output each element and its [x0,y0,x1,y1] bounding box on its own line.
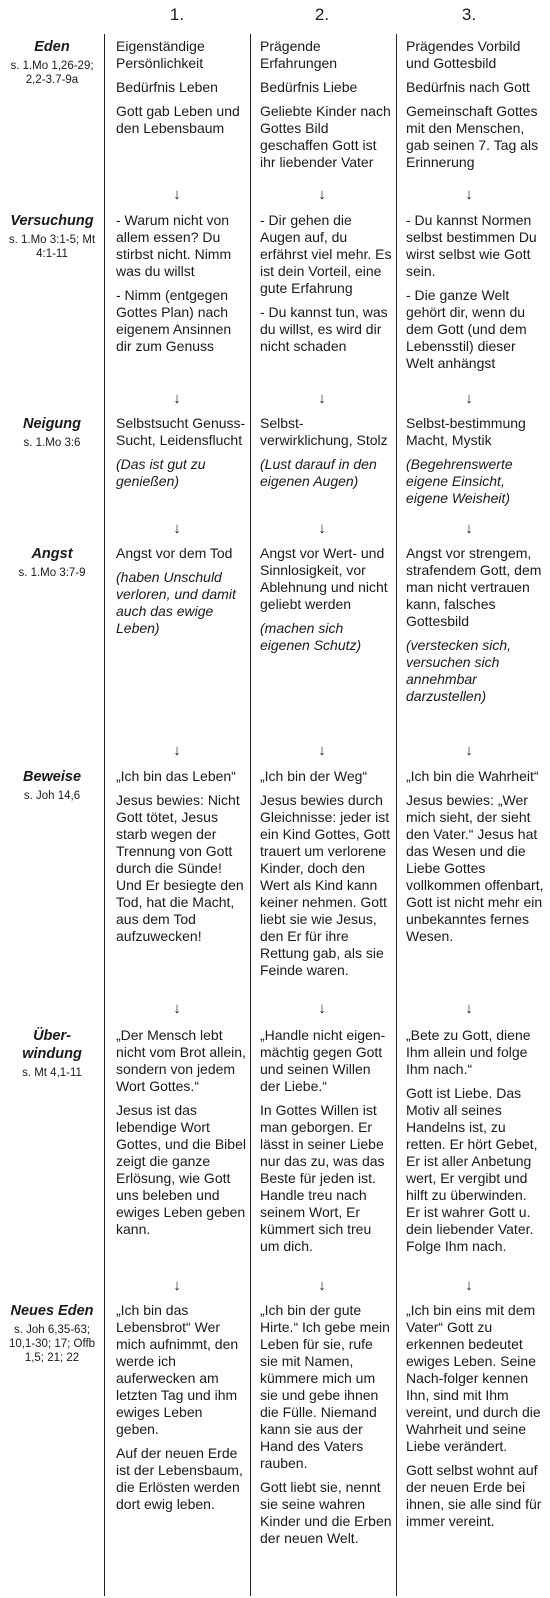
scripture-reference: s. 1.Mo 3:7-9 [18,567,86,579]
cell-paragraph: Jesus bewies: „Wer mich sieht, der sieht den Vater.“ Jesus hat das Wesen und die Liebe Gottes vollkommen offenbart, Gott ist nicht mehr ein unbekanntes fernes Wesen. [406,792,544,944]
down-arrow-icon: ↓ [465,520,473,537]
down-arrow-icon: ↓ [465,390,473,407]
column-header-1: 1. [169,5,185,24]
cell-paragraph: - Du kannst tun, was du willst, es wird dir nicht schaden [260,304,388,354]
stage-label [4,212,100,261]
stage-title: Versuchung [10,213,94,229]
cell-col-1 [116,212,248,362]
stage-label [4,1027,100,1080]
cell-paragraph: „Ich bin eins mit dem Vater“ Gott zu erkennen bedeutet ewiges Leben. Seine Nach-folger kennen Ihn, sind mit Ihm vereint, und durch die Wahrheit und seine Liebe verändert. [406,1302,541,1454]
cell-paragraph: (machen sich eigenen Schutz) [260,620,362,653]
scripture-reference: s. 1.Mo 3:6 [23,437,81,449]
cell-col-1 [116,1302,248,1520]
down-arrow-icon: ↓ [318,742,326,759]
cell-paragraph: „Ich bin die Wahrheit“ [406,768,539,784]
cell-paragraph: Selbst-verwirklichung, Stolz [260,415,388,448]
column-header-2: 2. [314,5,330,24]
cell-paragraph: Selbst-bestimmung Macht, Mystik [406,415,526,448]
down-arrow-icon: ↓ [318,390,326,407]
down-arrow-icon: ↓ [173,390,181,407]
cell-paragraph: Gott gab Leben und den Lebensbaum [116,103,240,136]
stage-title: Neigung [23,416,81,432]
cell-paragraph: Gott selbst wohnt auf der neuen Erde bei ihnen, sie alle sind für immer vereint. [406,1462,542,1529]
down-arrow-icon: ↓ [318,1000,326,1017]
cell-paragraph: Geliebte Kinder nach Gottes Bild geschaffen Gott ist ihr liebender Vater [260,103,391,170]
cell-paragraph: Gott ist Liebe. Das Motiv all seines Handelns ist, zu retten. Er hört Gebet, Er ist aller Anbetung wert, Er vergibt und hilft zu überwinden. Er ist wahrer Gott u. dein liebender Vater. Folge Ihm nach. [406,1085,538,1254]
down-arrow-icon: ↓ [465,742,473,759]
scripture-reference: s. 1.Mo 1,26-29; 2,2-3.7-9a [10,60,94,86]
cell-paragraph: Jesus bewies: Nicht Gott tötet, Jesus starb wegen der Trennung von Gott durch die Sünde! Und Er besiegte den Tod, hat die Macht, aus dem Tod aufzuwecken! [116,792,244,944]
column-divider [250,34,251,1596]
scripture-reference: s. Joh 6,35-63; 10,1-30; 17; Offb 1,5; 21; 22 [8,1324,96,1364]
down-arrow-icon: ↓ [318,520,326,537]
column-divider [396,34,397,1596]
down-arrow-icon: ↓ [318,186,326,203]
cell-col-2 [260,545,394,661]
cell-col-3 [406,545,544,712]
stage-title: Eden [34,39,70,55]
cell-paragraph: „Ich bin der Weg“ [260,768,368,784]
cell-paragraph: Angst vor strengem, strafendem Gott, dem man nicht vertrauen kann, falsches Gottesbild [406,545,542,629]
cell-paragraph: Gemeinschaft Gottes mit den Menschen, gab seinen 7. Tag als Erinnerung [406,103,539,170]
cell-col-3 [406,212,544,379]
cell-paragraph: - Nimm (entgegen Gottes Plan) nach eigenem Ansinnen dir zum Genuss [116,287,232,354]
cell-paragraph: Bedürfnis Liebe [260,79,358,95]
stage-label [4,545,100,580]
cell-paragraph: - Warum nicht von allem essen? Du stirbst nicht. Nimm was du willst [116,212,232,279]
cell-col-2 [260,1302,394,1554]
down-arrow-icon: ↓ [465,186,473,203]
stage-label [4,415,100,450]
down-arrow-icon: ↓ [465,1000,473,1017]
cell-paragraph: Bedürfnis Leben [116,79,218,95]
cell-col-2 [260,212,394,362]
cell-paragraph: „Der Mensch lebt nicht vom Brot allein, sondern von jedem Wort Gottes.“ [116,1027,246,1094]
cell-paragraph: In Gottes Willen ist man geborgen. Er lässt in seiner Liebe nur das zu, was das Beste für jeden ist. Handle treu nach seinem Wort, Er kümmert sich treu um dich. [260,1102,385,1254]
cell-paragraph: Eigenständige Persönlichkeit [116,38,205,71]
cell-paragraph: „Ich bin das Lebensbrot“ Wer mich aufnimmt, den werde ich auferwecken am letzten Tag und ihm ewiges Leben geben. [116,1302,239,1437]
cell-paragraph: (Begehrenswerte eigene Einsicht, eigene Weisheit) [406,456,513,506]
cell-col-1 [116,768,248,952]
cell-paragraph: „Handle nicht eigen-mächtig gegen Gott und seinen Willen der Liebe.“ [260,1027,386,1094]
down-arrow-icon: ↓ [173,1277,181,1294]
stage-title: Über- windung [22,1028,82,1062]
scripture-reference: s. Joh 14,6 [23,790,81,802]
cell-paragraph: - Die ganze Welt gehört dir, wenn du dem Gott (und dem Lebensstil) dieser Welt anhängst [406,287,527,371]
cell-paragraph: Gott liebt sie, nennt sie seine wahren Kinder und die Erben der neuen Welt. [260,1479,392,1546]
cell-col-1 [116,545,248,644]
cell-col-2 [260,1027,394,1262]
cell-paragraph: - Dir gehen die Augen auf, du erfährst viel mehr. Es ist dein Vorteil, eine gute Erfahrung [260,212,392,296]
stage-title: Angst [31,546,73,562]
scripture-reference: s. 1.Mo 3:1-5; Mt 4:1-11 [8,234,96,260]
cell-paragraph: (Das ist gut zu genießen) [116,456,206,489]
cell-paragraph: „Bete zu Gott, diene Ihm allein und folge Ihm nach.“ [406,1027,531,1077]
cell-col-3 [406,38,544,178]
cell-col-2 [260,768,394,986]
cell-col-1 [116,38,248,144]
stage-title: Neues Eden [10,1303,94,1319]
cell-paragraph: Selbstsucht Genuss-Sucht, Leidensflucht [116,415,246,448]
stage-label [4,38,100,87]
down-arrow-icon: ↓ [318,1277,326,1294]
cell-col-2 [260,38,394,178]
cell-paragraph: Angst vor Wert- und Sinnlosigkeit, vor Ablehnung und nicht geliebt werden [260,545,388,612]
cell-paragraph: (haben Unschuld verloren, und damit auch das ewige Leben) [116,569,236,636]
cell-col-2 [260,415,394,497]
cell-paragraph: Bedürfnis nach Gott [406,79,530,95]
cell-paragraph: Angst vor dem Tod [116,545,233,561]
cell-paragraph: (Lust darauf in den eigenen Augen) [260,456,377,489]
cell-paragraph: (verstecken sich, versuchen sich annehmbar darzustellen) [406,637,512,704]
down-arrow-icon: ↓ [173,742,181,759]
cell-paragraph: Prägendes Vorbild und Gottesbild [406,38,521,71]
cell-paragraph: Jesus bewies durch Gleichnisse: jeder ist ein Kind Gottes, Gott trauert um verlorene Kinder, doch den Wert als Kind kann keiner nehmen. Gott liebt sie wie Jesus, den Er für ihre Rettung gab, als sie Feinde waren. [260,792,390,978]
down-arrow-icon: ↓ [173,186,181,203]
cell-paragraph: Prägende Erfahrungen [260,38,338,71]
cell-col-1 [116,415,248,497]
scripture-reference: s. Mt 4,1-11 [22,1067,82,1079]
cell-paragraph: „Ich bin das Leben“ [116,768,236,784]
stage-label [4,1302,100,1365]
column-divider [104,34,105,1596]
down-arrow-icon: ↓ [173,520,181,537]
cell-col-3 [406,415,544,514]
cell-col-3 [406,768,544,952]
column-header-3: 3. [461,5,477,24]
down-arrow-icon: ↓ [465,1277,473,1294]
cell-paragraph: „Ich bin der gute Hirte.“ Ich gebe mein Leben für sie, rufe sie mit Namen, kümmere mich um sie und gebe ihnen die Fülle. Niemand kann sie aus der Hand des Vaters rauben. [260,1302,390,1471]
stage-title: Beweise [22,769,82,785]
down-arrow-icon: ↓ [173,1000,181,1017]
cell-col-3 [406,1027,544,1262]
cell-col-1 [116,1027,248,1245]
cell-paragraph: Auf der neuen Erde ist der Lebensbaum, die Erlösten werden dort ewig leben. [116,1445,243,1512]
stage-label [4,768,100,803]
cell-col-3 [406,1302,544,1537]
cell-paragraph: Jesus ist das lebendige Wort Gottes, und die Bibel zeigt die ganze Erlösung, wie Gott uns beleben und ewiges Leben geben kann. [116,1102,246,1237]
cell-paragraph: - Du kannst Normen selbst bestimmen Du wirst selbst wie Gott sein. [406,212,537,279]
